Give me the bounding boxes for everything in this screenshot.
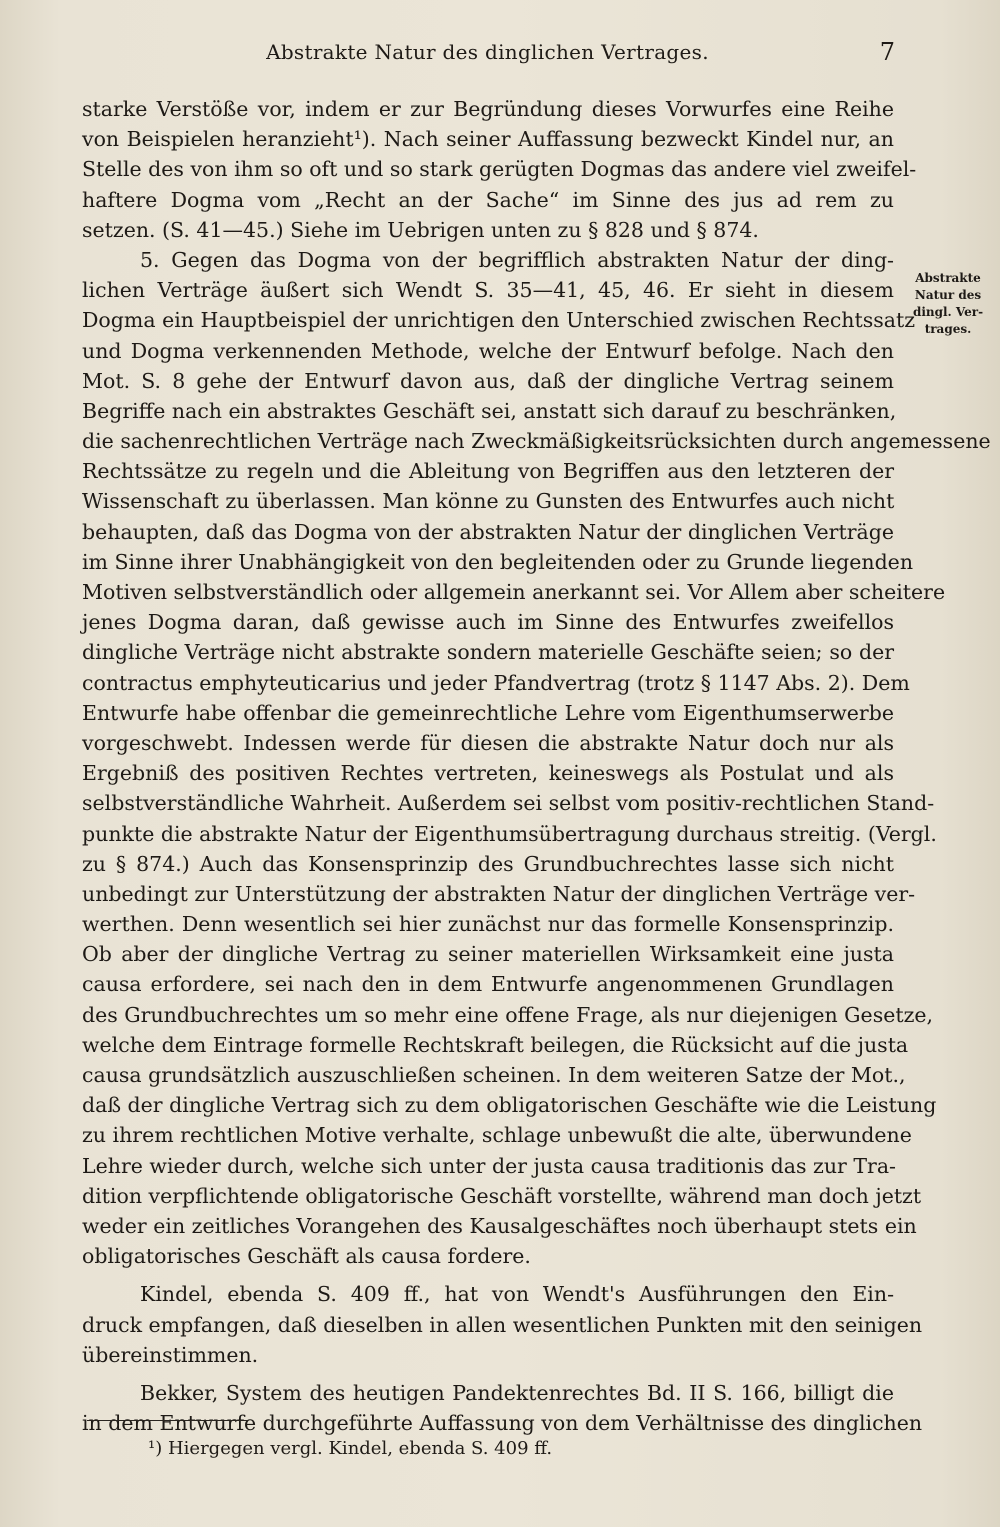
text-line: Mot. S. 8 gehe der Entwurf davon aus, daß der dingliche Vertrag seinem (82, 368, 894, 393)
text-line: des Grundbuchrechtes um so mehr eine offene Frage, als nur diejenigen Gesetze, (82, 1002, 934, 1027)
text-line: 5. Gegen das Dogma von der begrifflich abstrakten Natur der ding- (140, 247, 894, 272)
text-line: Bekker, System des heutigen Pandektenrechtes Bd. II S. 166, billigt die (140, 1380, 894, 1405)
text-line: Lehre wieder durch, welche sich unter der justa causa traditionis das zur Tra- (82, 1153, 896, 1178)
footnote: ¹) Hiergegen vergl. Kindel, ebenda S. 409 ff. (148, 1438, 553, 1459)
text-line: übereinstimmen. (82, 1342, 259, 1367)
text-line: Entwurfe habe offenbar die gemeinrechtliche Lehre vom Eigenthumserwerbe (82, 700, 894, 725)
margin-note-line: Natur des (914, 288, 982, 302)
footnote-divider (87, 1420, 247, 1421)
text-line: Kindel, ebenda S. 409 ff., hat von Wendt's Ausführungen den Ein- (140, 1282, 894, 1307)
text-line: im Sinne ihrer Unabhängigkeit von den begleitenden oder zu Grunde liegenden (82, 549, 914, 574)
text-line: die sachenrechtlichen Verträge nach Zweckmäßigkeitsrücksichten durch angemessene (82, 429, 991, 454)
text-line: setzen. (S. 41—45.) Siehe im Uebrigen unten zu § 828 und § 874. (82, 217, 759, 242)
text-line: zu § 874.) Auch das Konsensprinzip des Grundbuchrechtes lasse sich nicht (82, 851, 894, 876)
text-line: causa erfordere, sei nach den in dem Entwurfe angenommenen Grundlagen (82, 972, 894, 997)
text-line: Dogma ein Hauptbeispiel der unrichtigen den Unterschied zwischen Rechtssatz (82, 308, 916, 333)
text-line: zu ihrem rechtlichen Motive verhalte, schlage unbewußt die alte, überwundene (82, 1123, 912, 1148)
margin-note-line: Abstrakte (915, 271, 981, 285)
text-line: causa grundsätzlich auszuschließen scheinen. In dem weiteren Satze der Mot., (82, 1063, 906, 1087)
page-header (80, 40, 895, 70)
margin-note-line: dingl. Ver- (912, 305, 984, 319)
text-line: Ergebniß des positiven Rechtes vertreten, keineswegs als Postulat und als (82, 761, 894, 786)
text-line: obligatorisches Geschäft als causa fordere. (82, 1244, 531, 1269)
running-title: Abstrakte Natur des dinglichen Vertrages. (266, 40, 709, 64)
page-number: 7 (879, 38, 895, 66)
margin-note-line: trages. (924, 322, 972, 336)
text-line: starke Verstöße vor, indem er zur Begründung dieses Vorwurfes eine Reihe (82, 97, 894, 121)
text-line: contractus emphyteuticarius und jeder Pfandvertrag (trotz § 1147 Abs. 2). Dem (82, 670, 910, 695)
text-line: Ob aber der dingliche Vertrag zu seiner materiellen Wirksamkeit eine justa (82, 942, 894, 967)
text-line: punkte die abstrakte Natur der Eigenthumsübertragung durchaus streitig. (Vergl. (82, 821, 937, 846)
text-line: lichen Verträge äußert sich Wendt S. 35—41, 45, 46. Er sieht in diesem (82, 278, 894, 303)
text-line: druck empfangen, daß dieselben in allen wesentlichen Punkten mit den seinigen (82, 1312, 923, 1337)
text-line: dition verpflichtende obligatorische Geschäft vorstellte, während man doch jetzt (82, 1183, 922, 1208)
text-line: welche dem Eintrage formelle Rechtskraft beilegen, die Rücksicht auf die justa (82, 1032, 909, 1057)
text-line: von Beispielen heranzieht¹). Nach seiner Auffassung bezweckt Kindel nur, an (82, 127, 894, 152)
text-line: selbstverständliche Wahrheit. Außerdem sei selbst vom positiv-rechtlichen Stand- (82, 791, 935, 816)
text-line: in dem Entwurfe durchgeführte Auffassung von dem Verhältnisse des dinglichen (82, 1411, 923, 1436)
text-line: jenes Dogma daran, daß gewisse auch im Sinne des Entwurfes zweifellos (82, 610, 894, 635)
text-line: dingliche Verträge nicht abstrakte sondern materielle Geschäfte seien; so der (82, 640, 894, 665)
text-line: Wissenschaft zu überlassen. Man könne zu Gunsten des Entwurfes auch nicht (82, 489, 895, 514)
text-line: vorgeschwebt. Indessen werde für diesen die abstrakte Natur doch nur als (82, 730, 894, 755)
text-line: behaupten, daß das Dogma von der abstrakten Natur der dinglichen Verträge (82, 519, 894, 544)
text-line: werthen. Denn wesentlich sei hier zunächst nur das formelle Konsensprinzip. (82, 912, 894, 937)
text-line: Begriffe nach ein abstraktes Geschäft sei, anstatt sich darauf zu beschränken, (82, 398, 897, 423)
text-line: Motiven selbstverständlich oder allgemein anerkannt sei. Vor Allem aber scheitere (82, 580, 946, 604)
text-line: haftere Dogma vom „Recht an der Sache“ im Sinne des jus ad rem zu (82, 187, 894, 212)
text-line: weder ein zeitliches Vorangehen des Kausalgeschäftes noch überhaupt stets ein (82, 1213, 917, 1238)
text-line: daß der dingliche Vertrag sich zu dem obligatorischen Geschäfte wie die Leistung (82, 1093, 937, 1118)
text-line: Stelle des von ihm so oft und so stark gerügten Dogmas das andere viel zweifel- (82, 157, 917, 182)
margin-note (908, 270, 988, 338)
text-line: Rechtssätze zu regeln und die Ableitung von Begriffen aus den letzteren der (82, 459, 894, 484)
text-line: und Dogma verkennenden Methode, welche der Entwurf befolge. Nach den (82, 338, 894, 363)
text-line: unbedingt zur Unterstützung der abstrakten Natur der dinglichen Verträge ver- (82, 881, 916, 906)
